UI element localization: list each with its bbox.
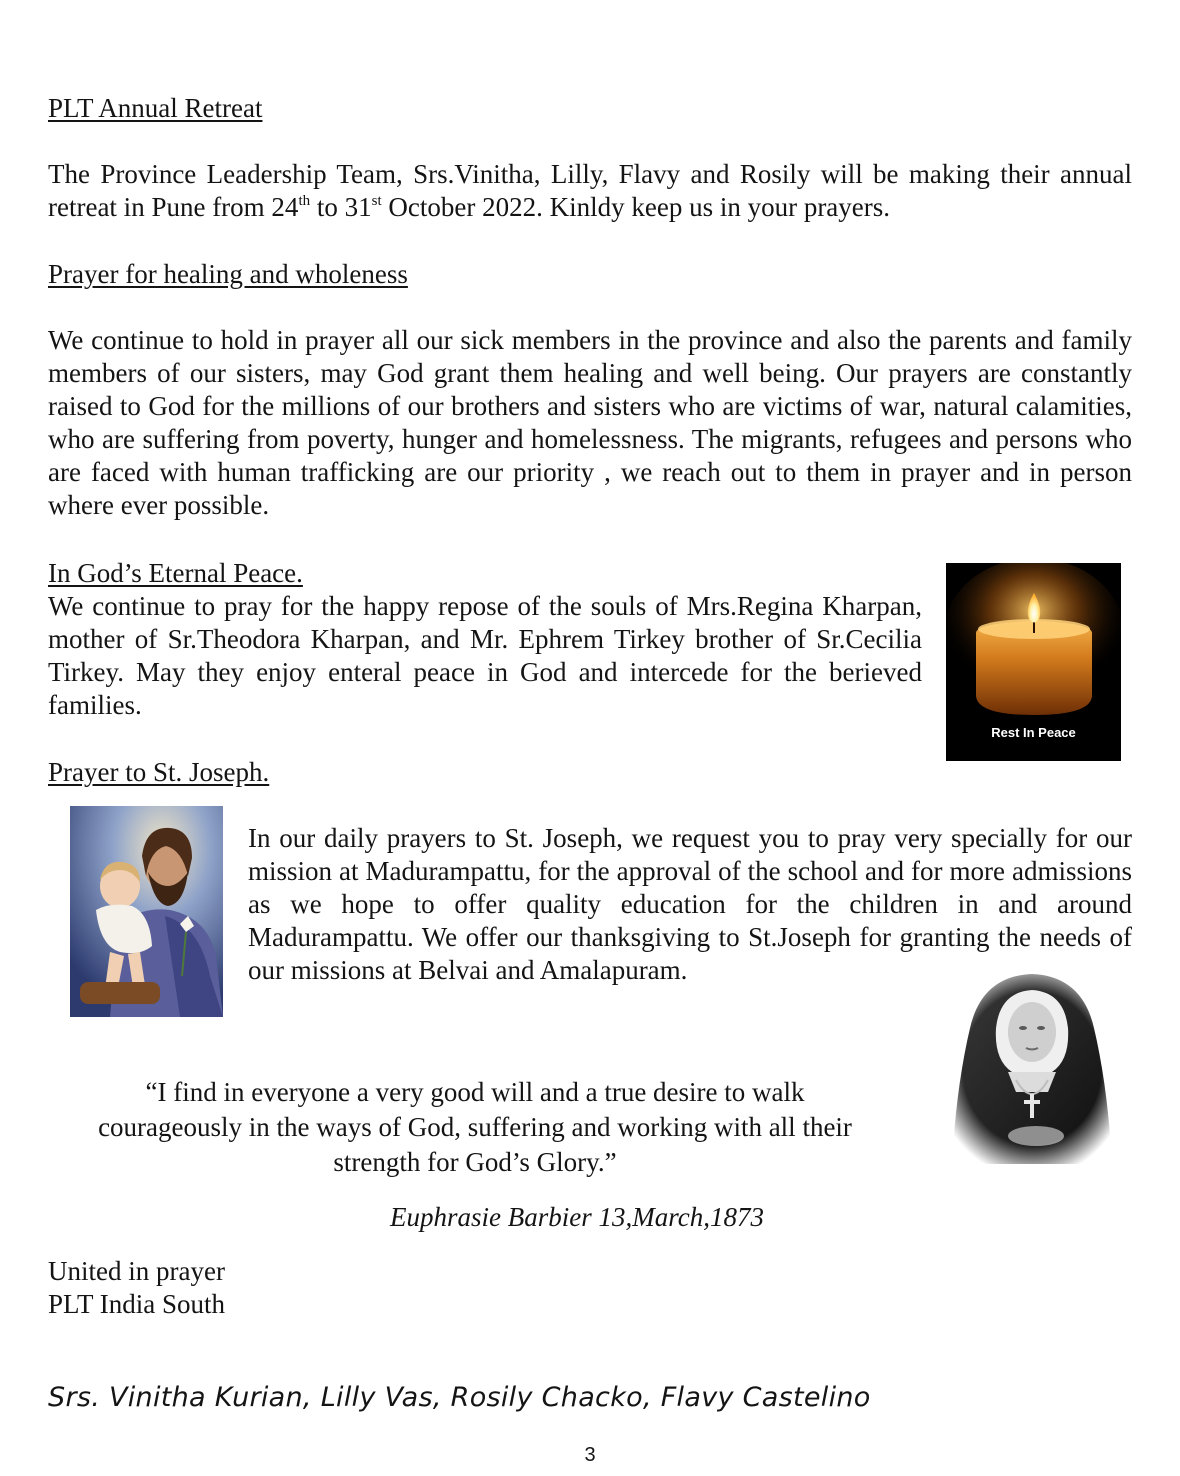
euphrasie-barbier-portrait [942, 968, 1122, 1168]
paragraph-eternal-peace: We continue to pray for the happy repose of the souls of Mrs.Regina Kharpan, mother of Sr.Theodora Kharpan, and Mr. Ephrem Tirkey brother of Sr.Cecilia Tirkey. May they enjoy enteral peace in God and intercede for the berieved families. [48, 591, 922, 720]
closing-line-1: United in prayer [48, 1256, 225, 1286]
closing-line-2: PLT India South [48, 1289, 226, 1319]
signature-line: Srs. Vinitha Kurian, Lilly Vas, Rosily Chacko, Flavy Castelino [48, 1382, 871, 1413]
retreat-text-middle: to 31 [310, 192, 372, 222]
st-joseph-image [70, 806, 223, 1017]
paragraph-annual-retreat [48, 158, 1132, 224]
retreat-text-before: The Province Leadership Team, Srs.Vinitha, Lilly, Flavy and Rosily will be making their annual retreat in Pune from 24 [48, 159, 1132, 222]
quote-attribution: Euphrasie Barbier 13,March,1873 [390, 1202, 764, 1232]
quote-line-3: strength for God’s Glory.” [333, 1147, 617, 1177]
retreat-sup-start: th [298, 193, 311, 209]
heading-healing: Prayer for healing and wholeness [48, 259, 408, 289]
heading-annual-retreat: PLT Annual Retreat [48, 93, 263, 123]
candle-caption: Rest In Peace [991, 725, 1076, 740]
retreat-text-after: October 2022. Kinldy keep us in your prayers. [381, 192, 891, 222]
paragraph-healing: We continue to hold in prayer all our sick members in the province and also the parents and family members of our sisters, may God grant them healing and well being. Our prayers are constantly raised to God for the millions of our brothers and sisters who are victims of war, natural calamities, who are suffering from poverty, hunger and homelessness. The migrants, refugees and persons who are faced with human trafficking are our priority , we reach out to them in prayer and in person where ever possible. [48, 325, 1132, 520]
quote-line-1: “I find in everyone a very good will and a true desire to walk [145, 1077, 805, 1107]
retreat-sup-end: st [371, 193, 382, 209]
closing-block [48, 1255, 225, 1321]
heading-st-joseph: Prayer to St. Joseph. [48, 757, 270, 787]
candle-image [946, 563, 1121, 761]
nun-portrait-icon [942, 968, 1122, 1168]
page-number: 3 [584, 1444, 596, 1466]
st-joseph-icon [70, 806, 223, 1017]
heading-eternal-peace: In God’s Eternal Peace. [48, 558, 303, 588]
paragraph-st-joseph: In our daily prayers to St. Joseph, we request you to pray very specially for our mission at Madurampattu, for the approval of the school and for more admissions as we hope to offer quality education for the children in and around Madurampattu. We offer our thanksgiving to St.Joseph for granting the needs of our missions at Belvai and Amalapuram. [248, 823, 1132, 985]
quote-block [60, 1075, 890, 1180]
quote-line-2: courageously in the ways of God, suffering and working with all their [98, 1112, 852, 1142]
